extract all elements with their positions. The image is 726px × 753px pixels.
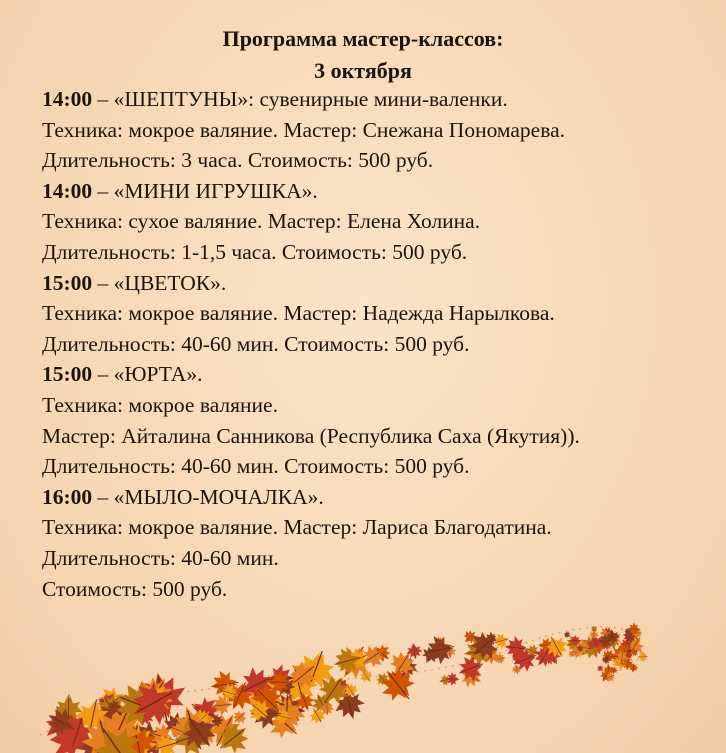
autumn-leaves-icon <box>0 585 726 753</box>
session-detail-line <box>42 390 722 421</box>
session-text: – «ЦВЕТОК». <box>92 270 227 295</box>
session-time: 15:00 <box>42 362 93 387</box>
session-text: Мастер: Айталина Санникова (Республика Саха (Якутия)). <box>42 423 580 448</box>
session-detail-line <box>42 298 722 329</box>
session-text: Стоимость: 500 руб. <box>42 576 228 601</box>
session-text: – «ШЕПТУНЫ»: сувенирные мини-валенки. <box>92 87 508 111</box>
session-detail-line <box>42 512 722 543</box>
session-time: 14:00 <box>42 178 93 203</box>
program-title: Программа мастер-классов: <box>222 26 504 51</box>
session-title-line <box>42 176 722 207</box>
session-text: Техника: сухое валяние. Мастер: Елена Холина. <box>42 209 481 234</box>
session-time: 14:00 <box>42 87 93 111</box>
session-text: Техника: мокрое валяние. <box>42 392 278 417</box>
session-detail-line <box>42 451 722 482</box>
session-detail-line <box>42 543 722 574</box>
session-text: – «МИНИ ИГРУШКА». <box>92 178 318 203</box>
session-detail-line <box>42 421 722 452</box>
session-text: – «МЫЛО-МОЧАЛКА». <box>92 484 324 509</box>
session-title-line <box>42 84 722 115</box>
session-text: Длительность: 40-60 мин. <box>42 545 279 570</box>
session-detail-line <box>42 206 722 237</box>
session-detail-line <box>42 145 722 176</box>
session-time: 15:00 <box>42 270 93 295</box>
session-detail-line <box>42 237 722 268</box>
session-text: Длительность: 3 часа. Стоимость: 500 руб. <box>42 148 434 173</box>
program-list <box>42 84 722 604</box>
session-text: Длительность: 40-60 мин. Стоимость: 500 руб. <box>42 454 470 479</box>
session-detail-line <box>42 115 722 146</box>
session-text: Техника: мокрое валяние. Мастер: Снежана Пономарева. <box>42 117 566 142</box>
session-text: – «ЮРТА». <box>92 362 203 387</box>
session-text: Техника: мокрое валяние. Мастер: Надежда Нарылкова. <box>42 301 555 326</box>
session-title-line <box>42 359 722 390</box>
session-text: Длительность: 40-60 мин. Стоимость: 500 руб. <box>42 331 470 356</box>
session-text: Техника: мокрое валяние. Мастер: Лариса Благодатина. <box>42 515 552 540</box>
session-detail-line <box>42 329 722 360</box>
program-date: 3 октября <box>314 58 412 83</box>
session-text: Длительность: 1-1,5 часа. Стоимость: 500 руб. <box>42 239 468 264</box>
session-title-line <box>42 268 722 299</box>
session-time: 16:00 <box>42 484 93 509</box>
session-title-line <box>42 482 722 513</box>
